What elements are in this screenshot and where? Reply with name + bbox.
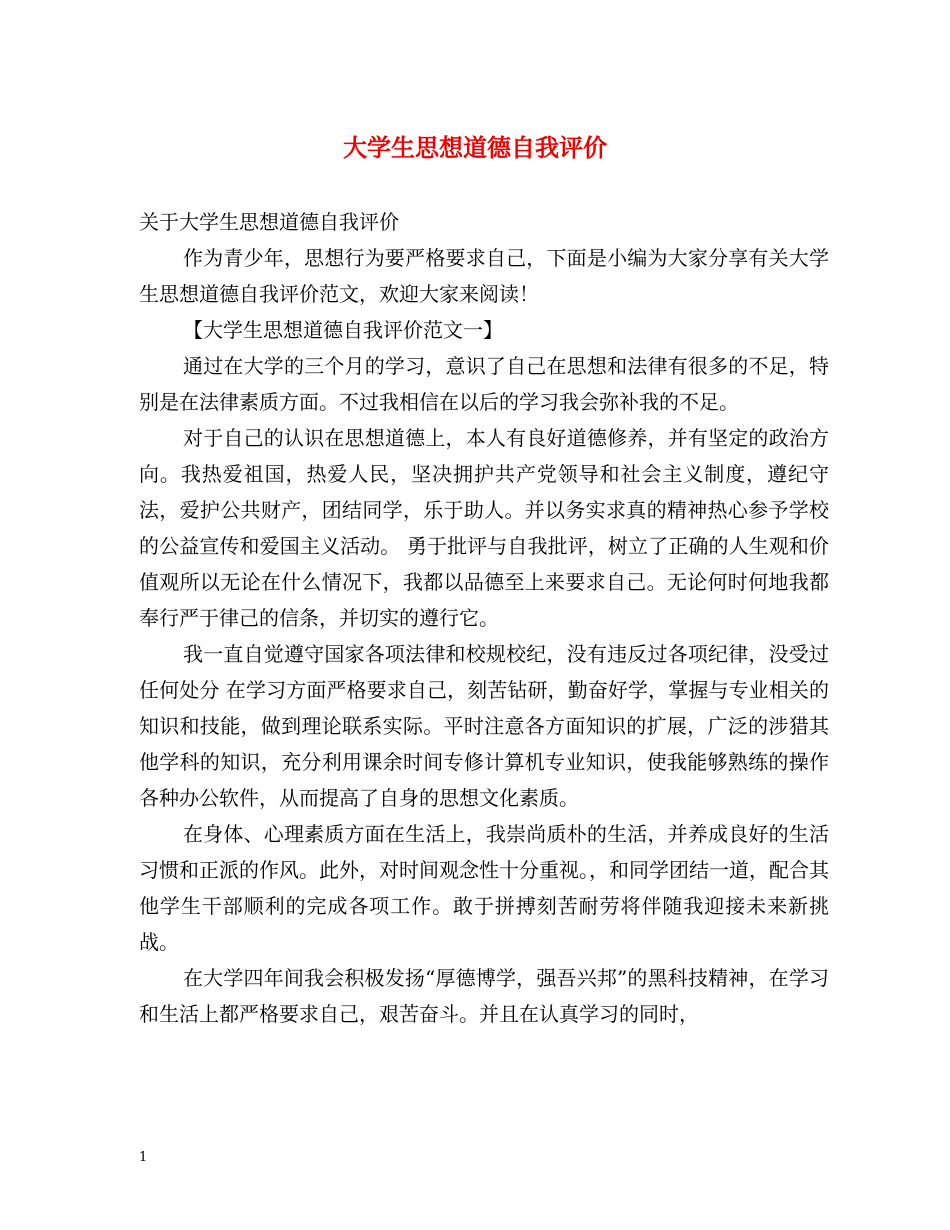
intro-paragraph: 作为青少年，思想行为要严格要求自己，下面是小编为大家分享有关大学生思想道德自我评价范文，欢迎大家来阅读！ xyxy=(139,246,829,306)
page-number: 1 xyxy=(139,1150,148,1165)
body-paragraph: 我一直自觉遵守国家各项法律和校规校纪，没有违反过各项纪律，没受过任何处分 在学习方面严格要求自己，刻苦钻研，勤奋好学，掌握与专业相关的知识和技能，做到理论联系实际。平时注意各方面知识的扩展，广泛的涉猎其他学科的知识，充分利用课余时间专修计算机专业知识，使我能够熟练的操作各种办公软件，从而提高了自身的思想文化素质。 xyxy=(139,642,829,810)
document-subtitle: 关于大学生思想道德自我评价 xyxy=(139,210,399,234)
body-paragraph: 通过在大学的三个月的学习，意识了自己在思想和法律有很多的不足，特别是在法律素质方面。不过我相信在以后的学习我会弥补我的不足。 xyxy=(139,354,829,414)
body-paragraph: 在身体、心理素质方面在生活上，我崇尚质朴的生活，并养成良好的生活习惯和正派的作风。此外，对时间观念性十分重视。，和同学团结一道，配合其他学生干部顺利的完成各项工作。敢于拼搏刻苦耐劳将伴随我迎接未来新挑战。 xyxy=(139,822,829,954)
body-paragraph: 对于自己的认识在思想道德上，本人有良好道德修养，并有坚定的政治方向。我热爱祖国，热爱人民，坚决拥护共产党领导和社会主义制度，遵纪守法，爱护公共财产，团结同学，乐于助人。并以务实求真的精神热心参予学校的公益宣传和爱国主义活动。 勇于批评与自我批评，树立了正确的人生观和价值观所以无论在什么情况下，我都以品德至上来要求自己。无论何时何地我都奉行严于律己的信条，并切实的遵行它。 xyxy=(139,426,829,630)
body-paragraph: 在大学四年间我会积极发扬“厚德博学，强吾兴邦”的黑科技精神，在学习和生活上都严格要求自己，艰苦奋斗。并且在认真学习的同时， xyxy=(139,966,829,1026)
section-heading: 【大学生思想道德自我评价范文一】 xyxy=(183,318,503,342)
document-title: 大学生思想道德自我评价 xyxy=(343,133,607,162)
document-body xyxy=(139,204,829,1032)
